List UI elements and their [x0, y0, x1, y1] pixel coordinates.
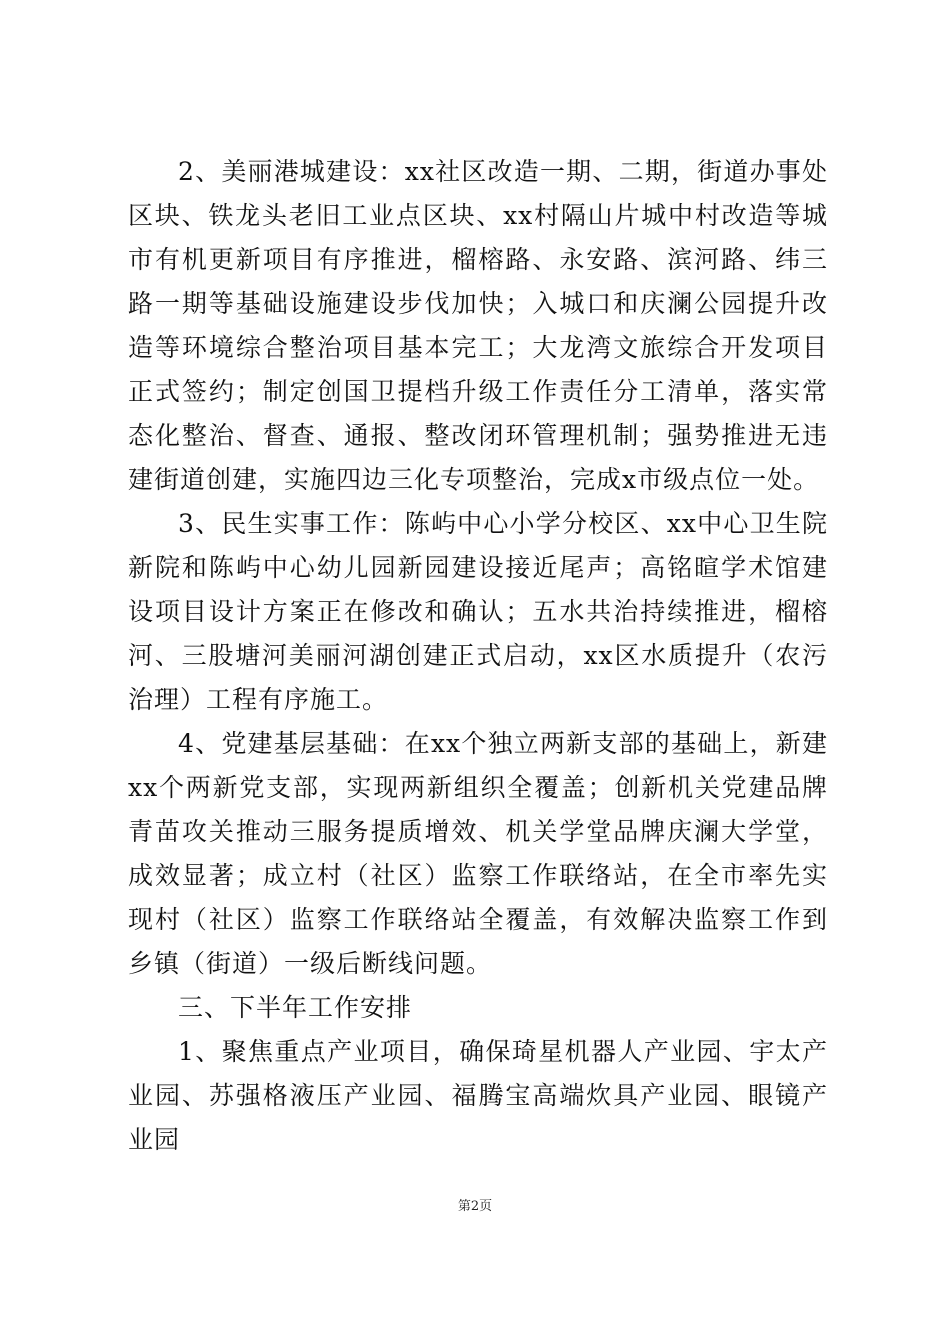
paragraph-urban-construction: 2、美丽港城建设：xx社区改造一期、二期，街道办事处区块、铁龙头老旧工业点区块、xx村隔山片城中村改造等城市有机更新项目有序推进，榴榕路、永安路、滨河路、纬三路一期等基础设施建设步伐加快；入城口和庆澜公园提升改造等环境综合整治项目基本完工；大龙湾文旅综合开发项目正式签约；制定创国卫提档升级工作责任分工清单，落实常态化整治、督查、通报、整改闭环管理机制；强势推进无违建街道创建，实施四边三化专项整治，完成x市级点位一处。: [128, 157, 828, 494]
paragraph-party-building: 4、党建基层基础：在xx个独立两新支部的基础上，新建xx个两新党支部，实现两新组织全覆盖；创新机关党建品牌青苗攻关推动三服务提质增效、机关学堂品牌庆澜大学堂，成效显著；成立村（社区）监察工作联络站，在全市率先实现村（社区）监察工作联络站全覆盖，有效解决监察工作到乡镇（街道）一级后断线问题。: [128, 729, 828, 978]
paragraph-key-industry: 1、聚焦重点产业项目，确保琦星机器人产业园、宇太产业园、苏强格液压产业园、福腾宝高端炊具产业园、眼镜产业园: [128, 1037, 828, 1154]
section-heading: 三、下半年工作安排: [178, 993, 413, 1022]
page-number: 第2页: [457, 1199, 493, 1214]
paragraph-livelihood-projects: 3、民生实事工作：陈屿中心小学分校区、xx中心卫生院新院和陈屿中心幼儿园新园建设接近尾声；高铭暄学术馆建设项目设计方案正在修改和确认；五水共治持续推进，榴榕河、三股塘河美丽河湖创建正式启动，xx区水质提升（农污治理）工程有序施工。: [128, 509, 828, 714]
document-body: [128, 150, 828, 1162]
